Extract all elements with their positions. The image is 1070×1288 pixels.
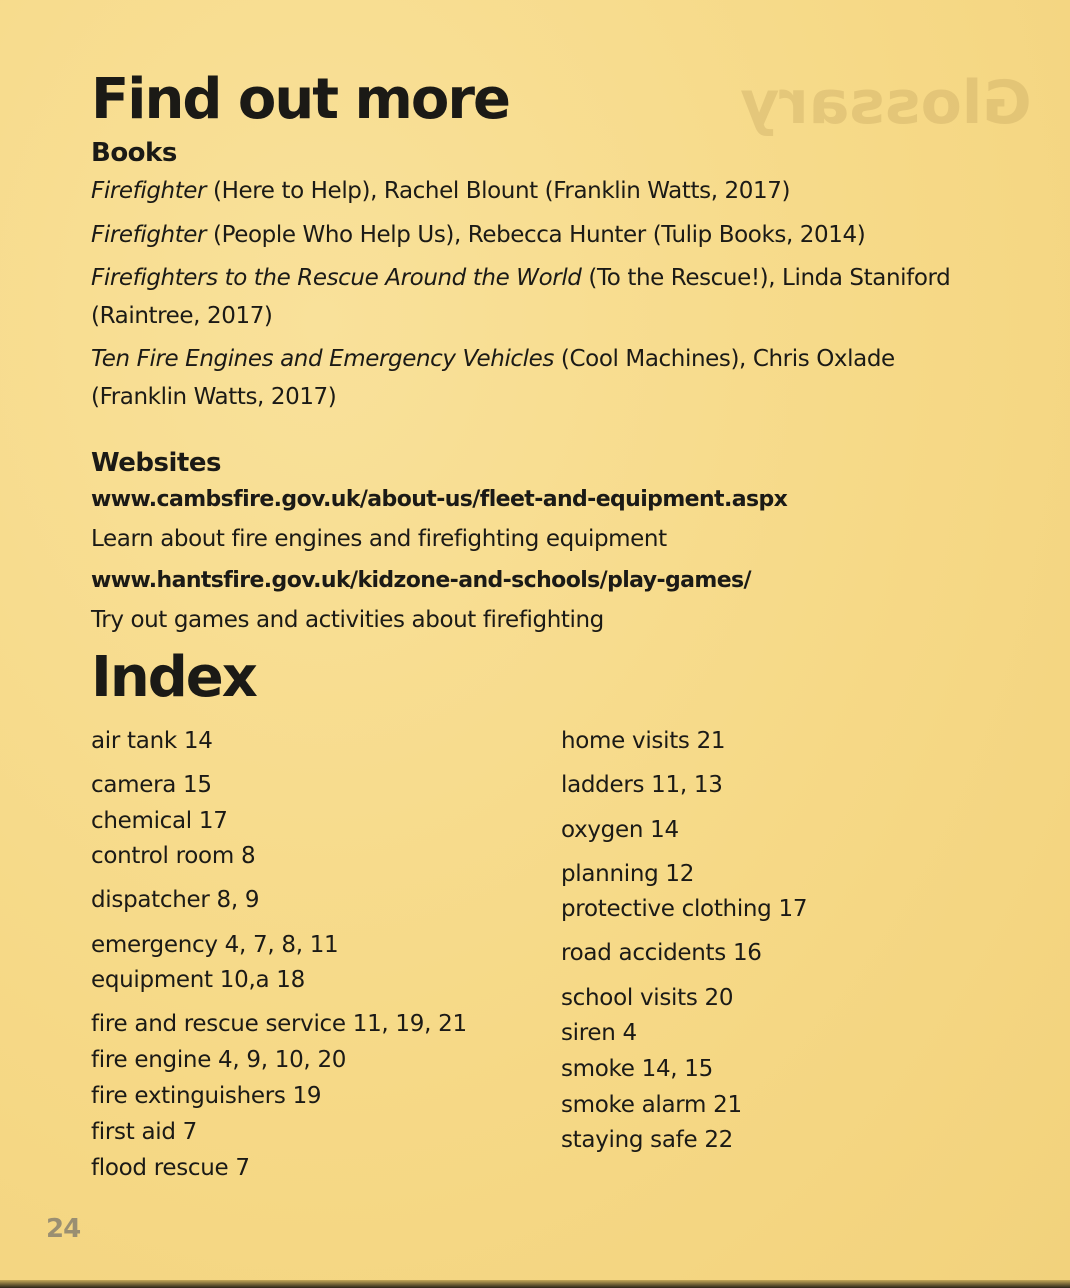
book-title: Firefighters to the Rescue Around the World [91, 265, 582, 291]
website-desc-2: Try out games and activities about firefighting [91, 607, 604, 633]
book-entry-3-cont: (Raintree, 2017) [91, 303, 273, 329]
index-entry: home visits 21 [561, 728, 726, 754]
index-title: Index [91, 645, 256, 710]
book-details: (Here to Help), Rachel Blount (Franklin Watts, 2017) [206, 178, 791, 204]
index-entry: siren 4 [561, 1020, 637, 1046]
book-details: (People Who Help Us), Rebecca Hunter (Tulip Books, 2014) [206, 222, 866, 248]
find-out-more-title: Find out more [91, 67, 509, 132]
index-entry: protective clothing 17 [561, 896, 808, 922]
page-number: 24 [46, 1214, 81, 1244]
book-title: Firefighter [91, 178, 207, 204]
index-entry: road accidents 16 [561, 940, 762, 966]
book-title: Ten Fire Engines and Emergency Vehicles [91, 346, 554, 372]
book-entry-3 [91, 267, 950, 290]
page-bottom-edge [0, 1280, 1070, 1288]
book-details: (To the Rescue!), Linda Staniford [581, 265, 951, 291]
index-entry: school visits 20 [561, 985, 734, 1011]
index-entry: chemical 17 [91, 808, 228, 834]
index-entry: fire engine 4, 9, 10, 20 [91, 1047, 347, 1073]
index-entry: smoke 14, 15 [561, 1056, 713, 1082]
website-link-1[interactable]: www.cambsfire.gov.uk/about-us/fleet-and-equipment.aspx [91, 487, 788, 512]
index-entry: control room 8 [91, 843, 256, 869]
index-entry: camera 15 [91, 772, 212, 798]
bleed-through-glossary: Glossary [740, 68, 1032, 138]
index-entry: fire extinguishers 19 [91, 1083, 322, 1109]
index-entry: ladders 11, 13 [561, 772, 723, 798]
index-entry: smoke alarm 21 [561, 1092, 742, 1118]
index-entry: air tank 14 [91, 728, 213, 754]
index-entry: staying safe 22 [561, 1127, 733, 1153]
book-entry-4-cont: (Franklin Watts, 2017) [91, 384, 337, 410]
book-entry-4 [91, 348, 895, 371]
index-entry: first aid 7 [91, 1119, 197, 1145]
index-entry: equipment 10,a 18 [91, 967, 305, 993]
index-entry: oxygen 14 [561, 817, 679, 843]
book-title: Firefighter [91, 222, 207, 248]
websites-heading: Websites [91, 448, 221, 478]
index-entry: planning 12 [561, 861, 695, 887]
website-link-2[interactable]: www.hantsfire.gov.uk/kidzone-and-schools/play-games/ [91, 568, 751, 593]
website-desc-1: Learn about fire engines and firefighting equipment [91, 526, 667, 552]
book-entry-1 [91, 180, 790, 203]
index-entry: emergency 4, 7, 8, 11 [91, 932, 339, 958]
books-heading: Books [91, 138, 177, 168]
book-entry-2 [91, 224, 865, 247]
book-details: (Cool Machines), Chris Oxlade [554, 346, 895, 372]
index-entry: fire and rescue service 11, 19, 21 [91, 1011, 467, 1037]
index-entry: flood rescue 7 [91, 1155, 250, 1181]
index-entry: dispatcher 8, 9 [91, 887, 260, 913]
